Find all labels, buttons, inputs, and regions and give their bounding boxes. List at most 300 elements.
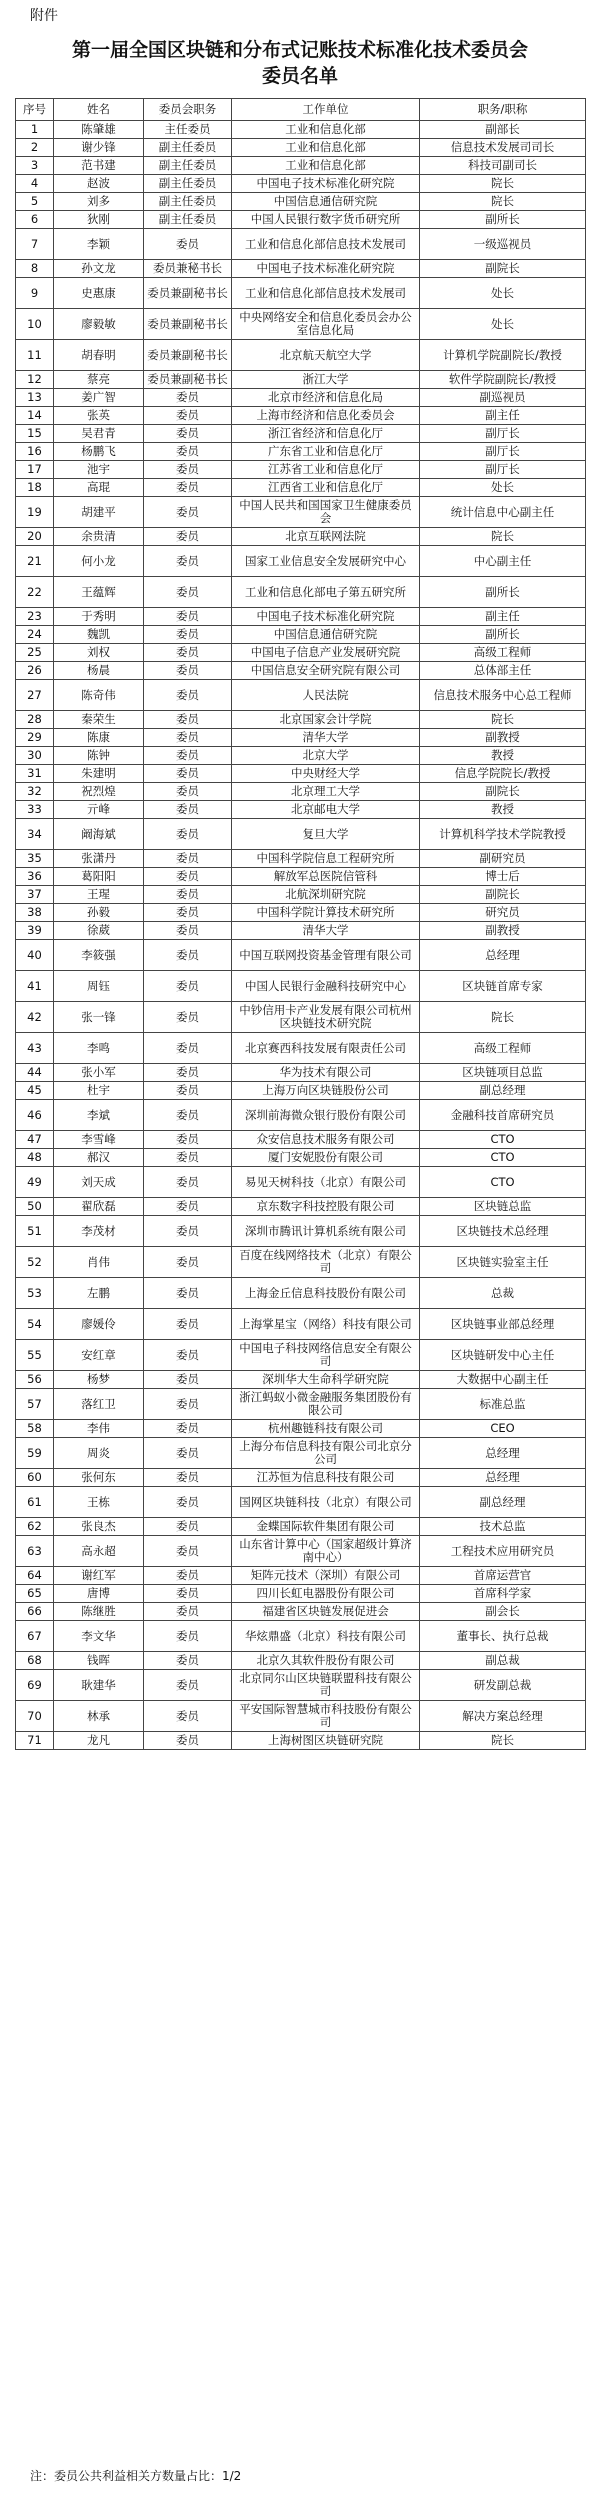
table-row <box>16 1701 586 1732</box>
cell-name: 唐博 <box>54 1585 144 1603</box>
cell-org: 中国电子科技网络信息安全有限公司 <box>232 1340 420 1371</box>
cell-name: 胡建平 <box>54 497 144 528</box>
attachment-label: 附件 <box>30 8 58 24</box>
cell-name: 李鸣 <box>54 1033 144 1064</box>
table-row <box>16 1621 586 1652</box>
cell-title: 院长 <box>420 711 586 729</box>
cell-org: 百度在线网络技术（北京）有限公司 <box>232 1247 420 1278</box>
cell-name: 李伟 <box>54 1420 144 1438</box>
cell-title: 总体部主任 <box>420 662 586 680</box>
cell-name: 谢红军 <box>54 1567 144 1585</box>
table-header-row <box>16 99 586 121</box>
table-row <box>16 1278 586 1309</box>
cell-role: 副主任委员 <box>144 211 232 229</box>
cell-role: 委员兼秘书长 <box>144 260 232 278</box>
cell-index: 26 <box>16 662 54 680</box>
cell-title: 副厅长 <box>420 461 586 479</box>
table-row <box>16 1567 586 1585</box>
cell-org: 上海万向区块链股份公司 <box>232 1082 420 1100</box>
cell-role: 委员 <box>144 819 232 850</box>
cell-title: 研发副总裁 <box>420 1670 586 1701</box>
cell-name: 廖毅敏 <box>54 309 144 340</box>
cell-index: 30 <box>16 747 54 765</box>
cell-org: 深圳前海微众银行股份有限公司 <box>232 1100 420 1131</box>
cell-org: 中国电子信息产业发展研究院 <box>232 644 420 662</box>
cell-title: 教授 <box>420 747 586 765</box>
table-row <box>16 1670 586 1701</box>
cell-role: 委员 <box>144 729 232 747</box>
cell-title: CEO <box>420 1420 586 1438</box>
cell-role: 委员 <box>144 407 232 425</box>
cell-org: 清华大学 <box>232 729 420 747</box>
cell-title: 工程技术应用研究员 <box>420 1536 586 1567</box>
cell-index: 43 <box>16 1033 54 1064</box>
cell-index: 31 <box>16 765 54 783</box>
cell-role: 委员兼副秘书长 <box>144 309 232 340</box>
table-row <box>16 193 586 211</box>
table-row <box>16 260 586 278</box>
cell-name: 何小龙 <box>54 546 144 577</box>
table-row <box>16 1082 586 1100</box>
cell-role: 委员 <box>144 1131 232 1149</box>
table-row <box>16 1487 586 1518</box>
cell-index: 10 <box>16 309 54 340</box>
cell-org: 中国电子技术标准化研究院 <box>232 175 420 193</box>
cell-org: 浙江大学 <box>232 371 420 389</box>
table-row <box>16 407 586 425</box>
cell-index: 60 <box>16 1469 54 1487</box>
cell-title: 区块链实验室主任 <box>420 1247 586 1278</box>
cell-role: 委员兼副秘书长 <box>144 371 232 389</box>
cell-name: 高琨 <box>54 479 144 497</box>
table-row <box>16 1371 586 1389</box>
cell-name: 孙文龙 <box>54 260 144 278</box>
table-row <box>16 819 586 850</box>
cell-name: 张一锋 <box>54 1002 144 1033</box>
cell-index: 55 <box>16 1340 54 1371</box>
cell-role: 委员 <box>144 1278 232 1309</box>
cell-role: 委员 <box>144 1082 232 1100</box>
cell-org: 北京理工大学 <box>232 783 420 801</box>
cell-name: 阚海斌 <box>54 819 144 850</box>
cell-name: 翟欣磊 <box>54 1198 144 1216</box>
table-row <box>16 1247 586 1278</box>
cell-role: 委员 <box>144 1216 232 1247</box>
cell-index: 54 <box>16 1309 54 1340</box>
cell-title: 副院长 <box>420 260 586 278</box>
cell-index: 9 <box>16 278 54 309</box>
cell-index: 32 <box>16 783 54 801</box>
cell-org: 中国人民共和国国家卫生健康委员会 <box>232 497 420 528</box>
cell-org: 北京邮电大学 <box>232 801 420 819</box>
cell-title: 首席运营官 <box>420 1567 586 1585</box>
table-row <box>16 139 586 157</box>
cell-name: 刘多 <box>54 193 144 211</box>
cell-role: 委员 <box>144 479 232 497</box>
table-row <box>16 1469 586 1487</box>
cell-title: 计算机学院副院长/教授 <box>420 340 586 371</box>
cell-name: 于秀明 <box>54 608 144 626</box>
cell-role: 委员 <box>144 1487 232 1518</box>
col-header-org: 工作单位 <box>232 99 420 121</box>
table-row <box>16 662 586 680</box>
cell-title: 副所长 <box>420 211 586 229</box>
cell-org: 人民法院 <box>232 680 420 711</box>
cell-role: 委员 <box>144 801 232 819</box>
col-header-role: 委员会职务 <box>144 99 232 121</box>
cell-role: 委员 <box>144 1701 232 1732</box>
cell-org: 中国科学院计算技术研究所 <box>232 904 420 922</box>
table-row <box>16 121 586 139</box>
cell-name: 李雪峰 <box>54 1131 144 1149</box>
cell-org: 广东省工业和信息化厅 <box>232 443 420 461</box>
cell-name: 刘权 <box>54 644 144 662</box>
cell-org: 工业和信息化部信息技术发展司 <box>232 229 420 260</box>
table-row <box>16 461 586 479</box>
cell-name: 张小军 <box>54 1064 144 1082</box>
cell-role: 委员 <box>144 868 232 886</box>
cell-org: 中国人民银行金融科技研究中心 <box>232 971 420 1002</box>
cell-index: 56 <box>16 1371 54 1389</box>
cell-role: 委员 <box>144 1732 232 1750</box>
cell-role: 委员 <box>144 1389 232 1420</box>
table-row <box>16 747 586 765</box>
cell-role: 委员 <box>144 1420 232 1438</box>
table-row <box>16 868 586 886</box>
table-row <box>16 340 586 371</box>
cell-role: 委员 <box>144 1309 232 1340</box>
cell-org: 工业和信息化部信息技术发展司 <box>232 278 420 309</box>
cell-index: 57 <box>16 1389 54 1420</box>
cell-role: 委员 <box>144 940 232 971</box>
cell-org: 上海分布信息科技有限公司北京分公司 <box>232 1438 420 1469</box>
cell-name: 朱建明 <box>54 765 144 783</box>
cell-name: 吴君青 <box>54 425 144 443</box>
table-row <box>16 783 586 801</box>
cell-title: 信息技术服务中心总工程师 <box>420 680 586 711</box>
table-row <box>16 443 586 461</box>
cell-role: 委员 <box>144 1247 232 1278</box>
table-row <box>16 1149 586 1167</box>
table-row <box>16 1167 586 1198</box>
table-row <box>16 1100 586 1131</box>
cell-index: 6 <box>16 211 54 229</box>
cell-title: 董事长、执行总裁 <box>420 1621 586 1652</box>
cell-title: 高级工程师 <box>420 644 586 662</box>
cell-role: 委员 <box>144 577 232 608</box>
cell-name: 王栋 <box>54 1487 144 1518</box>
cell-role: 委员兼副秘书长 <box>144 278 232 309</box>
cell-title: CTO <box>420 1149 586 1167</box>
cell-title: 博士后 <box>420 868 586 886</box>
table-row <box>16 904 586 922</box>
table-row <box>16 626 586 644</box>
cell-title: 教授 <box>420 801 586 819</box>
cell-role: 委员 <box>144 1585 232 1603</box>
cell-org: 华炫鼎盛（北京）科技有限公司 <box>232 1621 420 1652</box>
cell-title: 金融科技首席研究员 <box>420 1100 586 1131</box>
cell-org: 中国科学院信息工程研究所 <box>232 850 420 868</box>
table-row <box>16 1309 586 1340</box>
cell-role: 委员 <box>144 1100 232 1131</box>
cell-index: 25 <box>16 644 54 662</box>
table-row <box>16 608 586 626</box>
cell-role: 委员 <box>144 1670 232 1701</box>
table-row <box>16 1033 586 1064</box>
cell-index: 24 <box>16 626 54 644</box>
cell-title: CTO <box>420 1167 586 1198</box>
table-row <box>16 922 586 940</box>
cell-index: 39 <box>16 922 54 940</box>
cell-role: 委员 <box>144 1603 232 1621</box>
table-row <box>16 1603 586 1621</box>
cell-role: 委员 <box>144 497 232 528</box>
cell-title: 院长 <box>420 1002 586 1033</box>
cell-index: 8 <box>16 260 54 278</box>
cell-role: 委员 <box>144 1340 232 1371</box>
cell-title: 总经理 <box>420 1438 586 1469</box>
cell-name: 郝汉 <box>54 1149 144 1167</box>
cell-index: 15 <box>16 425 54 443</box>
cell-title: 院长 <box>420 193 586 211</box>
cell-title: 研究员 <box>420 904 586 922</box>
cell-name: 耿建华 <box>54 1670 144 1701</box>
table-row <box>16 371 586 389</box>
cell-title: 院长 <box>420 1732 586 1750</box>
cell-title: 区块链首席专家 <box>420 971 586 1002</box>
cell-role: 委员 <box>144 389 232 407</box>
cell-role: 主任委员 <box>144 121 232 139</box>
cell-index: 3 <box>16 157 54 175</box>
table-row <box>16 765 586 783</box>
cell-org: 金蝶国际软件集团有限公司 <box>232 1518 420 1536</box>
cell-org: 国家工业信息安全发展研究中心 <box>232 546 420 577</box>
cell-org: 中央财经大学 <box>232 765 420 783</box>
cell-title: 总裁 <box>420 1278 586 1309</box>
cell-role: 委员 <box>144 886 232 904</box>
cell-name: 狄刚 <box>54 211 144 229</box>
cell-title: 中心副主任 <box>420 546 586 577</box>
table-row <box>16 886 586 904</box>
cell-name: 李颖 <box>54 229 144 260</box>
table-row <box>16 1340 586 1371</box>
cell-name: 廖媛伶 <box>54 1309 144 1340</box>
table-row <box>16 1216 586 1247</box>
table-row <box>16 729 586 747</box>
cell-role: 副主任委员 <box>144 157 232 175</box>
table-body <box>16 121 586 1750</box>
cell-name: 刘天成 <box>54 1167 144 1198</box>
cell-name: 胡春明 <box>54 340 144 371</box>
table-row <box>16 1536 586 1567</box>
document-subtitle: 委员名单 <box>261 65 338 87</box>
cell-org: 四川长虹电器股份有限公司 <box>232 1585 420 1603</box>
cell-title: 总经理 <box>420 940 586 971</box>
cell-index: 33 <box>16 801 54 819</box>
cell-title: 副所长 <box>420 626 586 644</box>
cell-role: 委员 <box>144 680 232 711</box>
cell-role: 委员 <box>144 765 232 783</box>
cell-org: 北京航天航空大学 <box>232 340 420 371</box>
cell-index: 5 <box>16 193 54 211</box>
table-row <box>16 711 586 729</box>
document-title: 第一届全国区块链和分布式记账技术标准化技术委员会 <box>71 39 528 61</box>
cell-name: 张英 <box>54 407 144 425</box>
cell-name: 杜宇 <box>54 1082 144 1100</box>
cell-index: 4 <box>16 175 54 193</box>
cell-name: 李斌 <box>54 1100 144 1131</box>
cell-index: 21 <box>16 546 54 577</box>
cell-org: 易见天树科技（北京）有限公司 <box>232 1167 420 1198</box>
cell-title: 总经理 <box>420 1469 586 1487</box>
table-row <box>16 577 586 608</box>
cell-name: 王瑆 <box>54 886 144 904</box>
cell-name: 谢少锋 <box>54 139 144 157</box>
cell-org: 上海金丘信息科技股份有限公司 <box>232 1278 420 1309</box>
cell-role: 委员 <box>144 546 232 577</box>
cell-index: 12 <box>16 371 54 389</box>
cell-index: 17 <box>16 461 54 479</box>
cell-index: 42 <box>16 1002 54 1033</box>
cell-title: 处长 <box>420 479 586 497</box>
cell-role: 委员 <box>144 1652 232 1670</box>
cell-name: 赵波 <box>54 175 144 193</box>
cell-index: 28 <box>16 711 54 729</box>
cell-org: 中国互联网投资基金管理有限公司 <box>232 940 420 971</box>
cell-org: 中钞信用卡产业发展有限公司杭州区块链技术研究院 <box>232 1002 420 1033</box>
cell-org: 上海市经济和信息化委员会 <box>232 407 420 425</box>
cell-title: 副部长 <box>420 121 586 139</box>
cell-title: CTO <box>420 1131 586 1149</box>
cell-role: 委员 <box>144 644 232 662</box>
cell-index: 50 <box>16 1198 54 1216</box>
cell-index: 65 <box>16 1585 54 1603</box>
cell-index: 38 <box>16 904 54 922</box>
cell-name: 亓峰 <box>54 801 144 819</box>
table-row <box>16 211 586 229</box>
cell-index: 61 <box>16 1487 54 1518</box>
cell-name: 范书建 <box>54 157 144 175</box>
cell-name: 葛阳阳 <box>54 868 144 886</box>
cell-role: 委员 <box>144 1033 232 1064</box>
table-row <box>16 1518 586 1536</box>
table-row <box>16 175 586 193</box>
cell-role: 委员 <box>144 1438 232 1469</box>
cell-name: 杨梦 <box>54 1371 144 1389</box>
cell-role: 委员 <box>144 425 232 443</box>
cell-name: 高永超 <box>54 1536 144 1567</box>
cell-title: 高级工程师 <box>420 1033 586 1064</box>
cell-org: 国网区块链科技（北京）有限公司 <box>232 1487 420 1518</box>
cell-org: 工业和信息化部电子第五研究所 <box>232 577 420 608</box>
cell-org: 清华大学 <box>232 922 420 940</box>
table-row <box>16 497 586 528</box>
cell-name: 魏凯 <box>54 626 144 644</box>
cell-role: 委员 <box>144 662 232 680</box>
cell-role: 委员 <box>144 1064 232 1082</box>
cell-index: 40 <box>16 940 54 971</box>
cell-title: 副教授 <box>420 729 586 747</box>
cell-org: 平安国际智慧城市科技股份有限公司 <box>232 1701 420 1732</box>
cell-name: 徐葳 <box>54 922 144 940</box>
cell-title: 计算机科学技术学院教授 <box>420 819 586 850</box>
cell-role: 委员 <box>144 1167 232 1198</box>
cell-org: 北航深圳研究院 <box>232 886 420 904</box>
table-row <box>16 1652 586 1670</box>
table-row <box>16 1002 586 1033</box>
cell-title: 信息技术发展司司长 <box>420 139 586 157</box>
cell-role: 委员 <box>144 1621 232 1652</box>
cell-title: 处长 <box>420 309 586 340</box>
cell-org: 北京大学 <box>232 747 420 765</box>
cell-org: 山东省计算中心（国家超级计算济南中心） <box>232 1536 420 1567</box>
cell-role: 委员 <box>144 922 232 940</box>
cell-org: 江西省工业和信息化厅 <box>232 479 420 497</box>
cell-name: 池宇 <box>54 461 144 479</box>
cell-index: 47 <box>16 1131 54 1149</box>
cell-title: 区块链技术总经理 <box>420 1216 586 1247</box>
cell-role: 委员兼副秘书长 <box>144 340 232 371</box>
cell-name: 陈肇雄 <box>54 121 144 139</box>
table-row <box>16 644 586 662</box>
cell-index: 70 <box>16 1701 54 1732</box>
cell-org: 北京国家会计学院 <box>232 711 420 729</box>
cell-title: 软件学院副院长/教授 <box>420 371 586 389</box>
cell-index: 64 <box>16 1567 54 1585</box>
cell-org: 工业和信息化部 <box>232 139 420 157</box>
cell-org: 工业和信息化部 <box>232 157 420 175</box>
table-row <box>16 1389 586 1420</box>
cell-org: 杭州趣链科技有限公司 <box>232 1420 420 1438</box>
cell-role: 委员 <box>144 1518 232 1536</box>
cell-title: 副教授 <box>420 922 586 940</box>
cell-index: 11 <box>16 340 54 371</box>
cell-org: 北京互联网法院 <box>232 528 420 546</box>
cell-name: 张何东 <box>54 1469 144 1487</box>
table-row <box>16 680 586 711</box>
cell-index: 22 <box>16 577 54 608</box>
cell-name: 杨晨 <box>54 662 144 680</box>
table-row <box>16 1585 586 1603</box>
table-row <box>16 1420 586 1438</box>
cell-org: 北京久其软件股份有限公司 <box>232 1652 420 1670</box>
cell-role: 委员 <box>144 528 232 546</box>
cell-index: 2 <box>16 139 54 157</box>
cell-title: 副厅长 <box>420 425 586 443</box>
cell-name: 陈钟 <box>54 747 144 765</box>
cell-org: 中国人民银行数字货币研究所 <box>232 211 420 229</box>
cell-org: 北京同尔山区块链联盟科技有限公司 <box>232 1670 420 1701</box>
table-row <box>16 1131 586 1149</box>
table-row <box>16 801 586 819</box>
cell-name: 张良杰 <box>54 1518 144 1536</box>
cell-index: 19 <box>16 497 54 528</box>
cell-name: 左鹏 <box>54 1278 144 1309</box>
cell-name: 周炎 <box>54 1438 144 1469</box>
cell-role: 委员 <box>144 1536 232 1567</box>
cell-org: 中国信息通信研究院 <box>232 626 420 644</box>
cell-role: 委员 <box>144 1371 232 1389</box>
table-row <box>16 389 586 407</box>
cell-index: 68 <box>16 1652 54 1670</box>
cell-name: 姜广智 <box>54 389 144 407</box>
cell-org: 中央网络安全和信息化委员会办公室信息化局 <box>232 309 420 340</box>
cell-title: 副所长 <box>420 577 586 608</box>
cell-title: 区块链总监 <box>420 1198 586 1216</box>
cell-org: 北京赛西科技发展有限责任公司 <box>232 1033 420 1064</box>
cell-index: 58 <box>16 1420 54 1438</box>
member-table <box>15 98 586 1750</box>
